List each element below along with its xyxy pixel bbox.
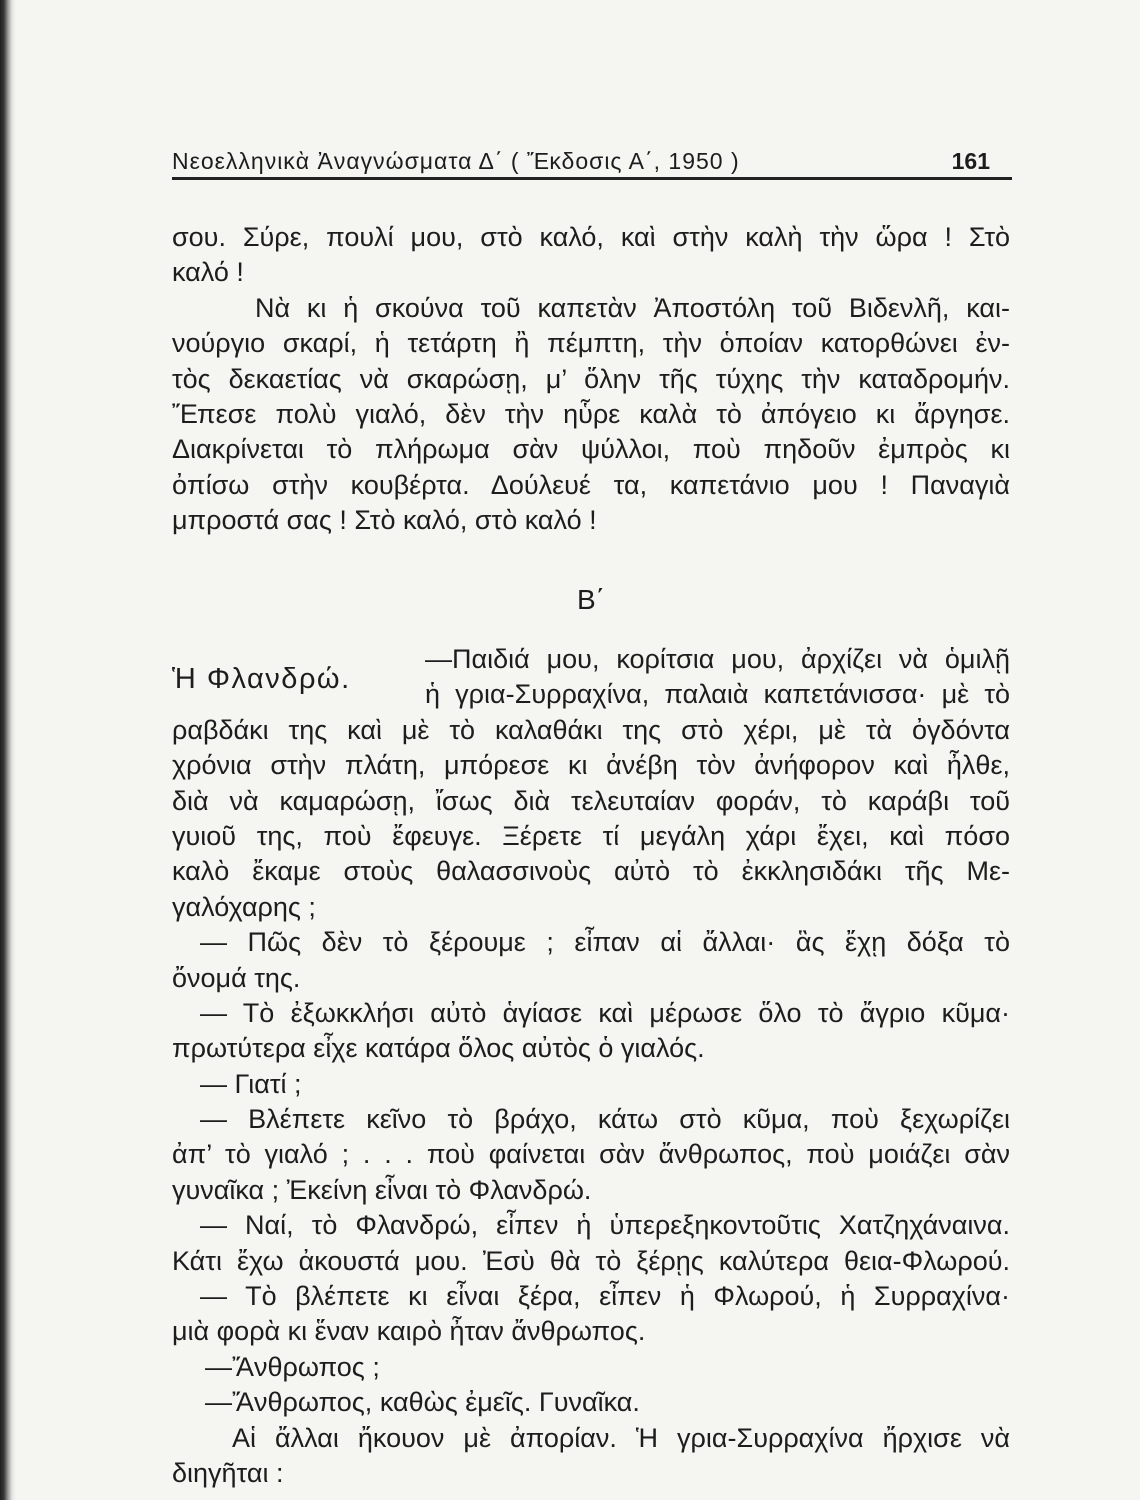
text-line: —Ἄνθρωπος, καθὼς ἐμεῖς. Γυναῖκα. (205, 1387, 640, 1418)
text-line: πρωτύτερα εἶχε κατάρα ὅλος αὐτὸς ὁ γιαλός. (172, 1033, 705, 1064)
text-line: Κάτι ἔχω ἀκουστά μου. Ἐσὺ θὰ τὸ ξέρῃς καλύτερα θεια-Φλωρού. (172, 1245, 1010, 1276)
text-line: — Ναί, τὸ Φλανδρώ, εἶπεν ἡ ὑπερεξηκοντοῦτις Χατζηχάναινα. (200, 1210, 1010, 1241)
binding-edge (0, 0, 16, 1500)
text-line: —Ἄνθρωπος ; (205, 1351, 380, 1382)
text-block-intro (172, 220, 1010, 539)
text-line: —Παιδιά μου, κορίτσια μου, ἀρχίζει νὰ ὁμιλῇ (425, 644, 1010, 674)
text-line: ὀπίσω στὴν κουβέρτα. Δούλευέ τα, καπετάνιο μου ! Παναγιὰ (172, 469, 1010, 500)
text-line: διηγῆται : (172, 1457, 284, 1488)
text-line: γυιοῦ της, ποὺ ἔφευγε. Ξέρετε τί μεγάλη χάρι ἔχει, καὶ πόσο (172, 820, 1010, 851)
text-block-flandro (172, 642, 1010, 1491)
page-number: 161 (951, 148, 990, 174)
text-line: μιὰ φορὰ κι ἕναν καιρὸ ἦταν ἄνθρωπος. (172, 1316, 646, 1347)
text-line: ἡ γρια-Συρραχίνα, παλαιὰ καπετάνισσα· μὲ τὸ (425, 679, 1010, 710)
text-line: νούργιο σκαρί, ἡ τετάρτη ἢ πέμπτη, τὴν ὁποίαν κατορθώνει ἐν- (172, 328, 1010, 359)
text-line: — Βλέπετε κεῖνο τὸ βράχο, κάτω στὸ κῦμα, ποὺ ξεχωρίζει (200, 1104, 1010, 1135)
text-line: Ἔπεσε πολὺ γιαλό, δὲν τὴν ηὗρε καλὰ τὸ ἀπόγειο κι ἄργησε. (172, 398, 1010, 429)
section-heading: Β΄ (577, 584, 605, 615)
text-line: — Πῶς δὲν τὸ ξέρουμε ; εἶπαν αἱ ἄλλαι· ἃς ἔχῃ δόξα τὸ (200, 927, 1010, 958)
text-line: μπροστά σας ! Στὸ καλό, στὸ καλό ! (172, 505, 597, 536)
text-line: καλό ! (172, 257, 244, 288)
text-line: ἀπ’ τὸ γιαλό ; . . . ποὺ φαίνεται σὰν ἄνθρωπος, ποὺ μοιάζει σὰν (172, 1139, 1010, 1170)
text-line: — Τὸ βλέπετε κι εἶναι ξέρα, εἶπεν ἡ Φλωρού, ἡ Συρραχίνα· (200, 1281, 1010, 1312)
text-line: γαλόχαρης ; (172, 891, 316, 922)
text-line: — Τὸ ἐξωκκλήσι αὐτὸ ἁγίασε καὶ μέρωσε ὅλο τὸ ἄγριο κῦμα· (200, 997, 1010, 1028)
text-line: τὸς δεκαετίας νὰ σκαρώσῃ, μ’ ὅλην τῆς τύχης τὴν καταδρομήν. (172, 363, 1010, 394)
text-line: γυναῖκα ; Ἐκείνη εἶναι τὸ Φλανδρώ. (172, 1174, 592, 1205)
text-line: διὰ νὰ καμαρώσῃ, ἴσως διὰ τελευταίαν φοράν, τὸ καράβι τοῦ (172, 785, 1010, 816)
page-header (172, 146, 1012, 176)
running-title: Νεοελληνικὰ Ἀναγνώσματα Δ΄ ( Ἔκδοσις Α΄, 1950 ) (172, 148, 740, 174)
header-rule (172, 177, 1012, 180)
text-line: ραβδάκι της καὶ μὲ τὸ καλαθάκι της στὸ χέρι, μὲ τὰ ὀγδόντα (172, 714, 1010, 745)
text-line: Διακρίνεται τὸ πλήρωμα σὰν ψύλλοι, ποὺ πηδοῦν ἐμπρὸς κι (172, 434, 1010, 465)
text-line: Νὰ κι ἡ σκούνα τοῦ καπετὰν Ἀποστόλη τοῦ Βιδενλῆ, και- (255, 292, 1010, 323)
text-line: Αἱ ἄλλαι ἤκουον μὲ ἀπορίαν. Ἡ γρια-Συρραχίνα ἤρχισε νὰ (232, 1422, 1010, 1453)
text-line: καλὸ ἔκαμε στοὺς θαλασσινοὺς αὐτὸ τὸ ἐκκλησιδάκι τῆς Με- (172, 856, 1010, 887)
text-line: σου. Σύρε, πουλί μου, στὸ καλό, καὶ στὴν καλὴ τὴν ὥρα ! Στὸ (172, 222, 1010, 252)
text-line: χρόνια στὴν πλάτη, μπόρεσε κι ἀνέβη τὸν ἀνήφορον καὶ ἦλθε, (172, 750, 1010, 781)
side-heading: Ἡ Φλανδρώ. (172, 663, 351, 695)
text-line: ὄνομά της. (172, 962, 301, 993)
text-line: — Γιατί ; (200, 1068, 302, 1099)
